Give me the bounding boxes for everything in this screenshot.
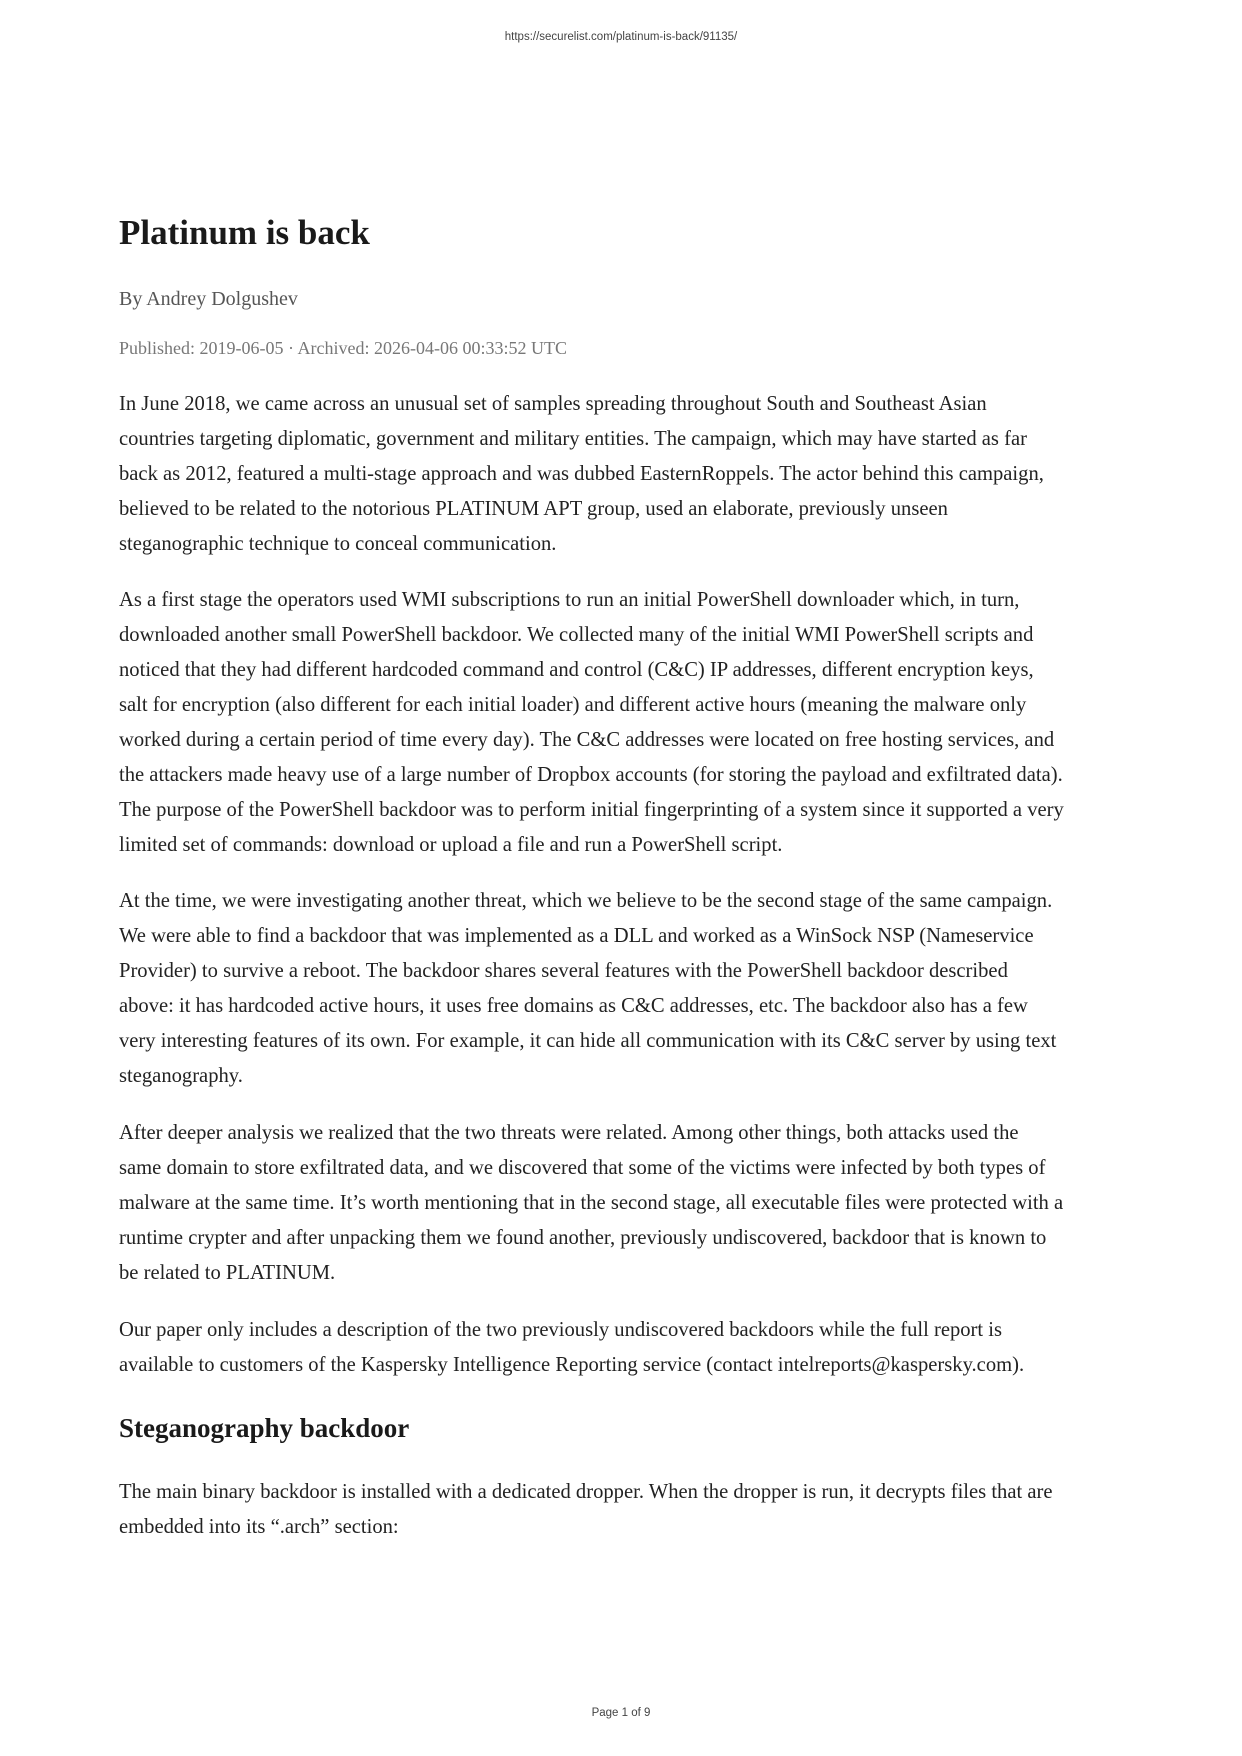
text-line: The purpose of the PowerShell backdoor was to perform initial fingerprinting of a system since it supported a very: [119, 799, 1064, 821]
article-title: Platinum is back: [119, 213, 370, 252]
text-line: believed to be related to the notorious PLATINUM APT group, used an elaborate, previously unseen: [119, 498, 948, 520]
text-line: salt for encryption (also different for each initial loader) and different active hours (meaning the malware only: [119, 694, 1027, 716]
text-line: steganographic technique to conceal communication.: [119, 533, 557, 555]
text-line: same domain to store exfiltrated data, and we discovered that some of the victims were infected by both types of: [119, 1157, 1046, 1179]
text-line: noticed that they had different hardcoded command and control (C&C) IP addresses, different encryption keys,: [119, 659, 1034, 681]
text-line: back as 2012, featured a multi-stage approach and was dubbed EasternRoppels. The actor behind this campaign,: [119, 463, 1044, 485]
text-line: embedded into its “.arch” section:: [119, 1516, 399, 1538]
paragraph-2: [119, 583, 1064, 863]
text-line: After deeper analysis we realized that the two threats were related. Among other things, both attacks used the: [119, 1122, 1019, 1144]
text-line: malware at the same time. It’s worth mentioning that in the second stage, all executable files were protected with a: [119, 1192, 1064, 1214]
text-line: the attackers made heavy use of a large number of Dropbox accounts (for storing the payload and exfiltrated data).: [119, 764, 1063, 786]
section-heading: Steganography backdoor: [119, 1413, 410, 1443]
text-line: We were able to find a backdoor that was implemented as a DLL and worked as a WinSock NSP (Nameservice: [119, 925, 1034, 947]
text-line: In June 2018, we came across an unusual set of samples spreading throughout South and Southeast Asian: [119, 393, 987, 415]
page-number: Page 1 of 9: [591, 1707, 651, 1719]
text-line: above: it has hardcoded active hours, it uses free domains as C&C addresses, etc. The backdoor also has a few: [119, 995, 1028, 1017]
article-byline: By Andrey Dolgushev: [119, 288, 298, 310]
text-line: runtime crypter and after unpacking them we found another, previously undiscovered, backdoor that is known to: [119, 1227, 1047, 1249]
page-url: https://securelist.com/platinum-is-back/91135/: [504, 31, 738, 43]
paragraph-4: [119, 1116, 1063, 1291]
text-line: The main binary backdoor is installed with a dedicated dropper. When the dropper is run, it decrypts files that are: [119, 1481, 1053, 1503]
text-line: be related to PLATINUM.: [119, 1262, 336, 1284]
text-line: limited set of commands: download or upload a file and run a PowerShell script.: [119, 834, 783, 856]
text-line: very interesting features of its own. For example, it can hide all communication with its C&C server by using text: [119, 1030, 1057, 1052]
text-line: countries targeting diplomatic, government and military entities. The campaign, which may have started as far: [119, 428, 1027, 450]
paragraph-3: [119, 884, 1056, 1094]
text-line: downloaded another small PowerShell backdoor. We collected many of the initial WMI PowerShell scripts and: [119, 624, 1034, 646]
paragraph-5: [119, 1313, 1024, 1383]
text-line: Our paper only includes a description of the two previously undiscovered backdoors while the full report is: [119, 1319, 1003, 1341]
text-line: worked during a certain period of time every day). The C&C addresses were located on free hosting services, and: [119, 729, 1055, 751]
text-line: As a first stage the operators used WMI subscriptions to run an initial PowerShell downloader which, in turn,: [119, 589, 1020, 611]
paragraph-1: [119, 387, 1044, 562]
text-line: At the time, we were investigating another threat, which we believe to be the second stage of the same campaign.: [119, 890, 1053, 912]
text-line: available to customers of the Kaspersky Intelligence Reporting service (contact intelreports@kaspersky.com).: [119, 1354, 1025, 1376]
text-line: Provider) to survive a reboot. The backdoor shares several features with the PowerShell backdoor described: [119, 960, 1008, 982]
section-paragraph: [119, 1475, 1053, 1545]
text-line: steganography.: [119, 1065, 243, 1087]
article-meta: Published: 2019-06-05 · Archived: 2026-04-06 00:33:52 UTC: [119, 338, 567, 358]
